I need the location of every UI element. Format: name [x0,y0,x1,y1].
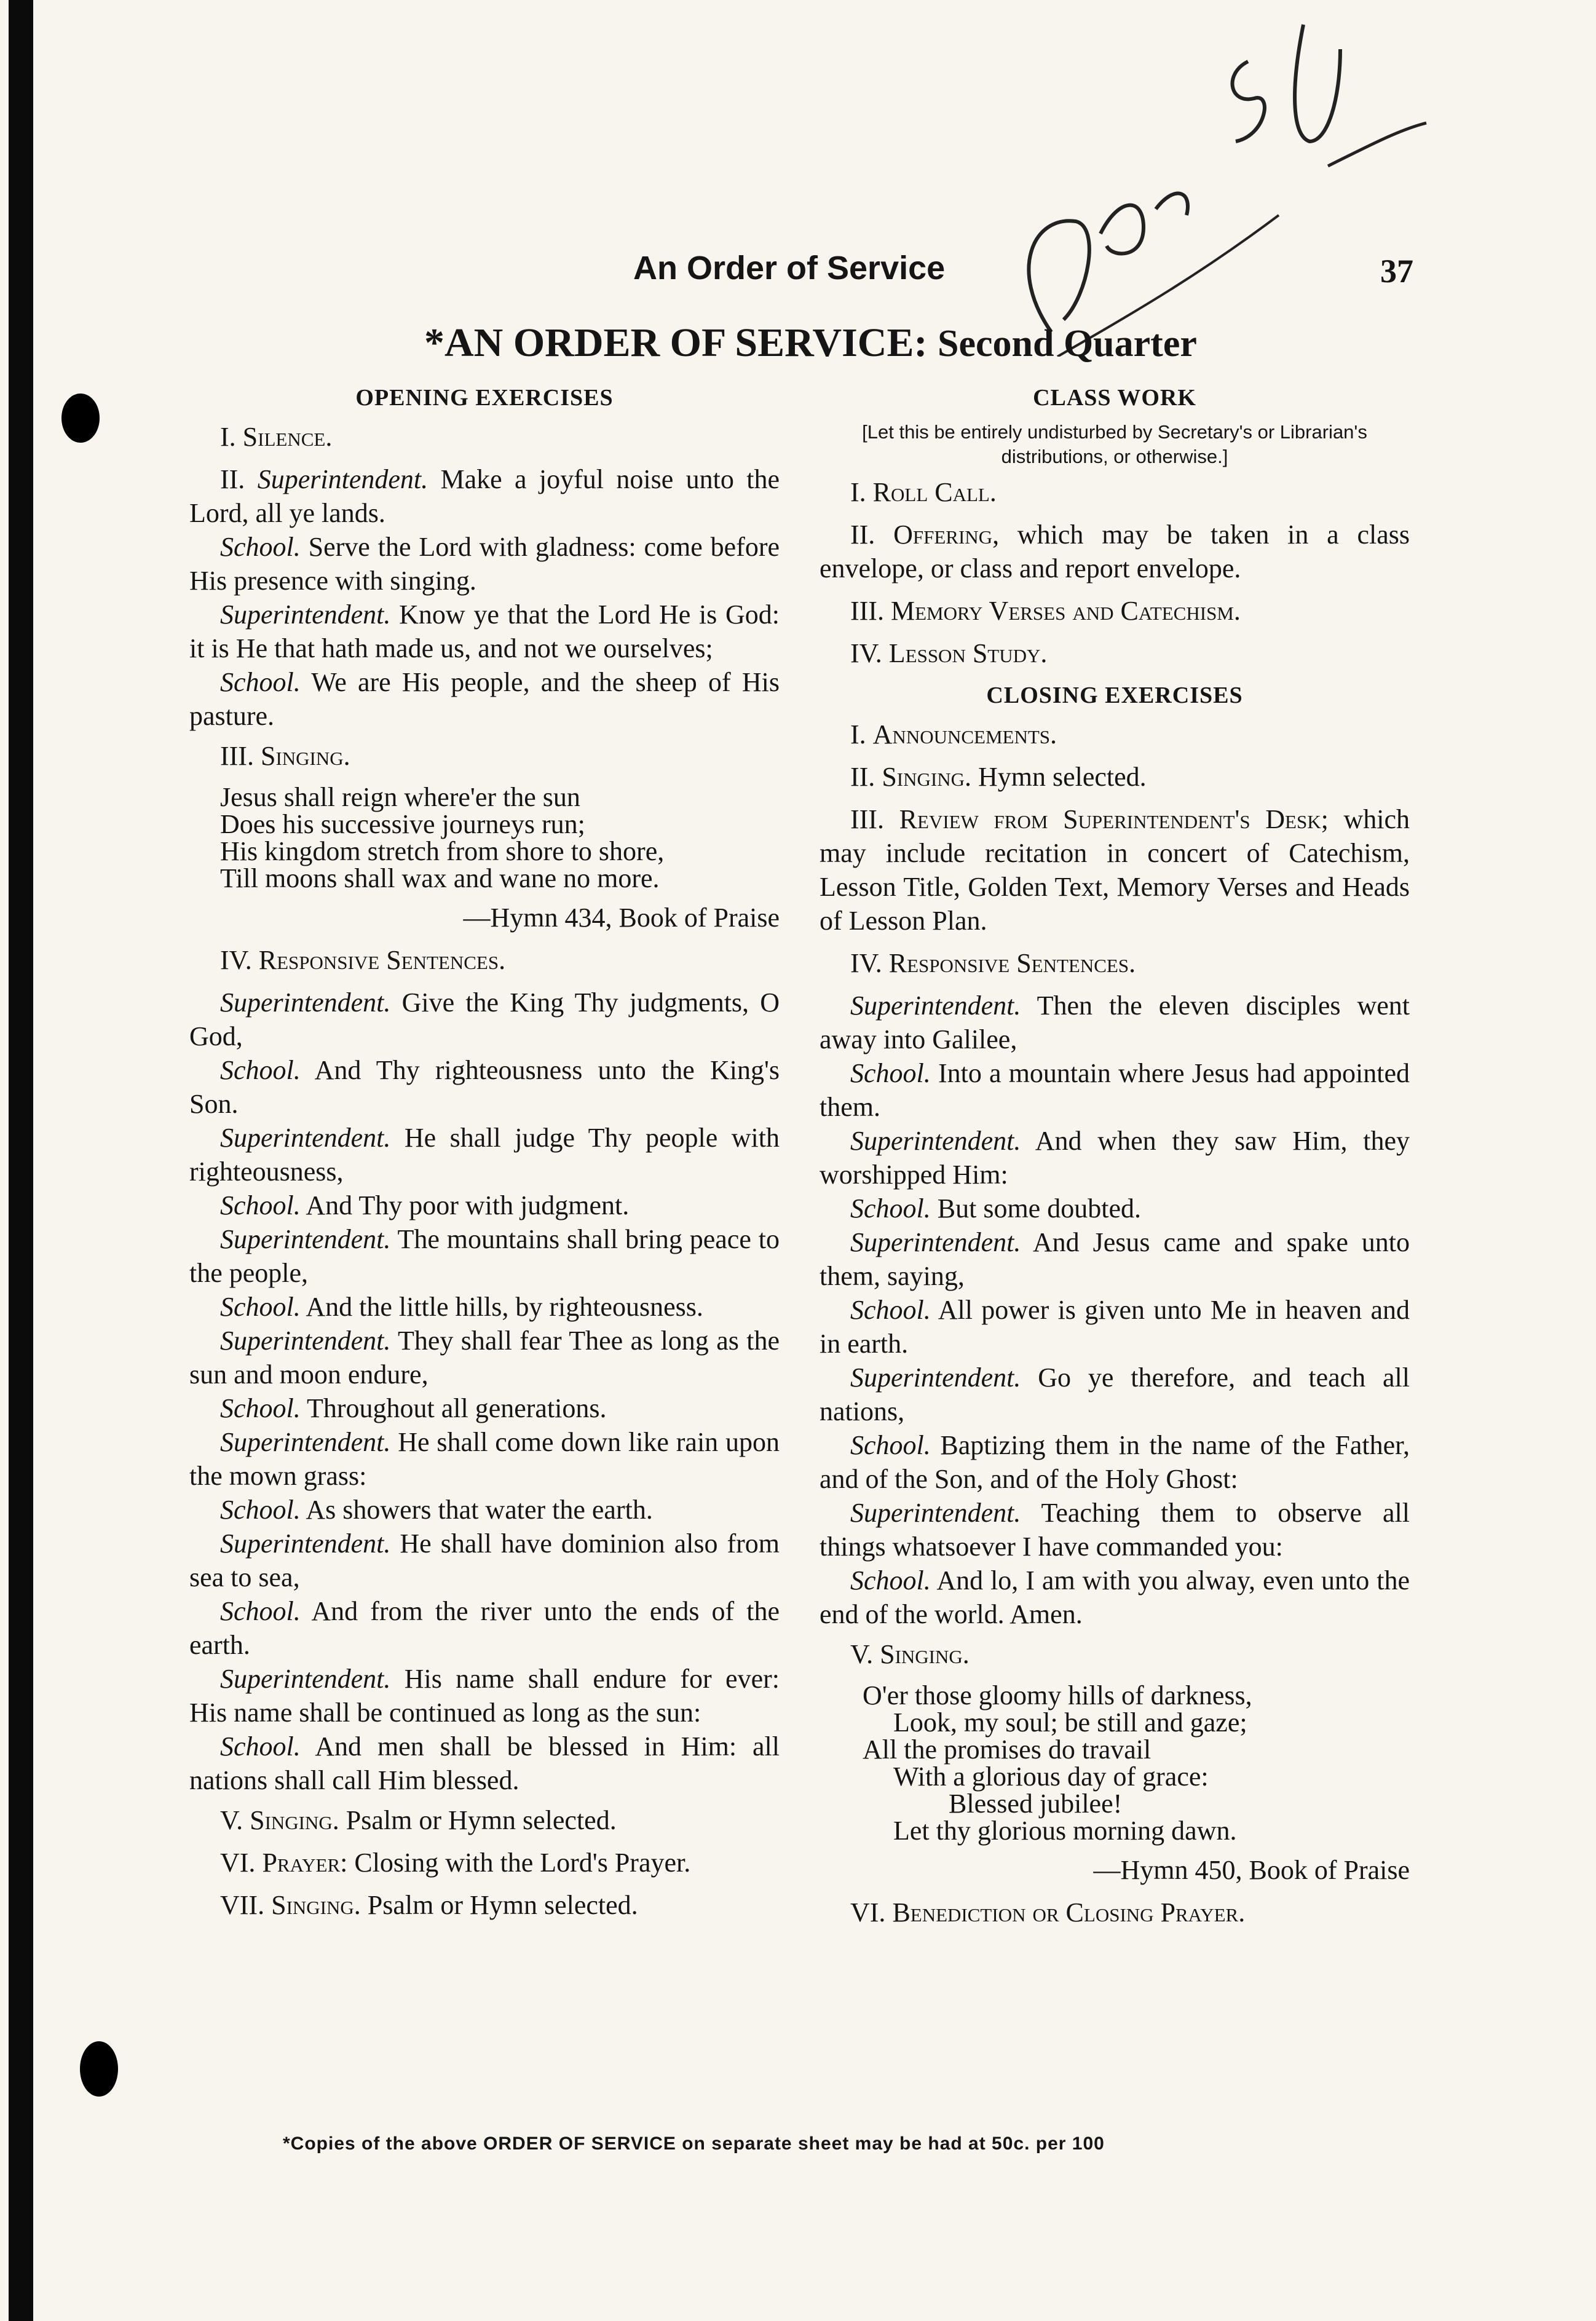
responsive-line: School. All power is given unto Me in heaven and in earth. [820,1295,1410,1359]
section-closing-responsive: IV. Responsive Sentences. [850,948,1136,978]
responsive-line: Superintendent. The mountains shall bring peace to the people, [189,1224,780,1288]
hymn-attribution: —Hymn 434, Book of Praise [463,903,780,933]
responsive-line: School. We are His people, and the sheep of His pasture. [189,667,780,731]
responsive-line: School. Serve the Lord with gladness: come before His presence with singing. [189,532,780,596]
closing-exercises-heading: CLOSING EXERCISES [986,682,1243,708]
responsive-line: Superintendent. His name shall endure for ever: His name shall be continued as long as the sun: [189,1664,780,1728]
responsive-line: Superintendent. Give the King Thy judgments, O God, [189,987,780,1051]
section-final-singing: V. Singing. [850,1639,970,1669]
section-responsive: IV. Responsive Sentences. [220,945,506,975]
title-main: *AN ORDER OF SERVICE: [424,320,928,365]
punch-hole-top [61,393,100,443]
hymn-verse-2: O'er those gloomy hills of darkness, Look, my soul; be still and gaze; All the promises do travail With a glorious day of grace: Blessed jubilee! Let thy glorious morning dawn. [863,1680,1252,1846]
footnote: *Copies of the above ORDER OF SERVICE on separate sheet may be had at 50c. per 100 [283,2133,1105,2154]
section-announcements: I. Announcements. [850,719,1057,749]
class-work-note: [Let this be entirely undisturbed by Secretary's or Librarian's distributions, or otherwise.] [862,421,1367,467]
responsive-line: Superintendent. And when they saw Him, they worshipped Him: [820,1126,1410,1190]
handwritten-annotation [959,12,1439,357]
left-column [189,381,780,1931]
responsive-line: School. And the little hills, by righteousness. [220,1292,703,1322]
section-singing-2: V. Singing. Psalm or Hymn selected. [220,1805,617,1835]
responsive-line: School. And lo, I am with you alway, even unto the end of the world. Amen. [820,1565,1410,1629]
punch-hole-bottom [80,2041,118,2097]
section-benediction: VI. Benediction or Closing Prayer. [850,1897,1246,1928]
running-head: An Order of Service [633,250,946,287]
hymn-verse: Jesus shall reign where'er the sun Does his successive journeys run; His kingdom stretch from shore to shore, Till moons shall wax and wane no more. [220,782,665,893]
responsive-line: Superintendent. They shall fear Thee as long as the sun and moon endure, [189,1326,780,1390]
responsive-line: School. As showers that water the earth. [220,1495,653,1525]
section-memory-verses: III. Memory Verses and Catechism. [850,596,1241,626]
responsive-line: Superintendent. Go ye therefore, and teach all nations, [820,1362,1410,1426]
responsive-line: Superintendent. He shall judge Thy people with righteousness, [189,1123,780,1187]
responsive-line: School. And men shall be blessed in Him: all nations shall call Him blessed. [189,1731,780,1795]
section-closing-singing: II. Singing. Hymn selected. [850,762,1147,792]
section-singing: III. Singing. [220,741,350,771]
section-lesson-study: IV. Lesson Study. [850,638,1048,668]
page-number: 37 [1380,253,1413,290]
responsive-line: School. Throughout all generations. [220,1393,607,1423]
responsive-line: Superintendent. Teaching them to observe all things whatsoever I have commanded you: [820,1498,1410,1562]
right-column [820,381,1410,1938]
opening-exercises-heading: OPENING EXERCISES [355,385,614,411]
section-prayer: VI. Prayer: Closing with the Lord's Prayer. [220,1848,691,1878]
responsive-line: Superintendent. He shall come down like rain upon the mown grass: [189,1427,780,1491]
section-offering: II. Offering, which may be taken in a class envelope, or class and report envelope. [820,520,1410,583]
hymn-attribution-2: —Hymn 450, Book of Praise [1093,1855,1410,1885]
responsive-line: Superintendent. Then the eleven disciples went away into Galilee, [820,990,1410,1054]
class-work-heading: CLASS WORK [1033,385,1196,411]
responsive-line: Superintendent. And Jesus came and spake unto them, saying, [820,1227,1410,1291]
responsive-line: School. And from the river unto the ends of the earth. [189,1596,780,1660]
responsive-line: School. And Thy poor with judgment. [220,1190,630,1220]
binding-edge [9,0,33,2321]
responsive-line: Superintendent. He shall have dominion also from sea to sea, [189,1528,780,1592]
section-review: III. Review from Superintendent's Desk; which may include recitation in concert of Catechism, Lesson Title, Golden Text, Memory Verses and Heads of Lesson Plan. [820,804,1410,936]
section-singing-3: VII. Singing. Psalm or Hymn selected. [220,1890,638,1920]
responsive-line: School. Into a mountain where Jesus had appointed them. [820,1058,1410,1122]
section-roll-call: I. Roll Call. [850,477,997,507]
responsive-line: School. And Thy righteousness unto the King's Son. [189,1055,780,1119]
responsive-line: II. Superintendent. Make a joyful noise unto the Lord, all ye lands. [189,464,780,528]
responsive-line: School. But some doubted. [850,1193,1141,1224]
responsive-line: Superintendent. Know ye that the Lord He is God: it is He that hath made us, and not we ourselves; [189,599,780,663]
responsive-line: School. Baptizing them in the name of the Father, and of the Son, and of the Holy Ghost: [820,1430,1410,1494]
title-sub: Second Quarter [937,323,1197,365]
section-silence: I. Silence. [220,422,333,452]
page-title [424,320,1197,366]
